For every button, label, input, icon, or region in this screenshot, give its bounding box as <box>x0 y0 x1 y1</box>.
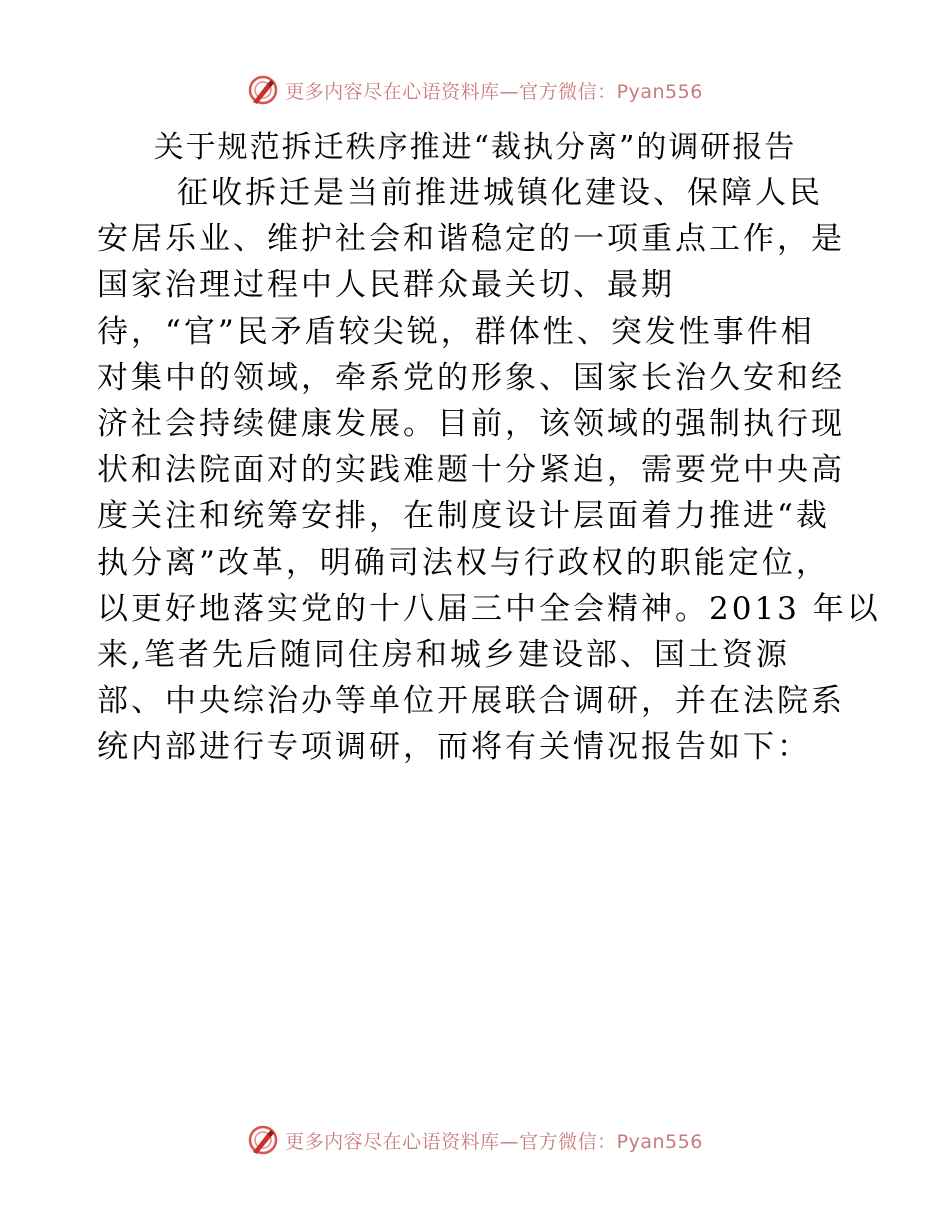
document-body <box>97 170 881 771</box>
paragraph-line: 对集中的领域，牵系党的形象、国家长治久安和经 <box>97 359 845 396</box>
footer-banner-text: 更多内容尽在心语资料库—官方微信：Pyan556 <box>285 1130 703 1153</box>
paragraph-line: 安居乐业、维护社会和谐稳定的一项重点工作，是 <box>97 221 845 258</box>
pen-logo-icon <box>247 1124 279 1156</box>
paragraph-line: 济社会持续健康发展。目前，该领域的强制执行现 <box>97 406 845 443</box>
paragraph-line: 来,笔者先后随同住房和城乡建设部、国土资源 <box>97 637 790 674</box>
paragraph-line: 征收拆迁是当前推进城镇化建设、保障人民 <box>177 175 823 211</box>
footer-banner <box>0 1120 950 1160</box>
paragraph-line: 统内部进行专项调研，而将有关情况报告如下： <box>97 729 811 766</box>
paragraph-line: 部、中央综治办等单位开展联合调研，并在法院系 <box>97 683 845 720</box>
document-title: 关于规范拆迁秩序推进“裁执分离”的调研报告 <box>153 130 797 165</box>
paragraph-line: 度关注和统筹安排，在制度设计层面着力推进“裁 <box>97 498 830 535</box>
pen-logo-icon <box>247 74 279 106</box>
paragraph-line: 以更好地落实党的十八届三中全会精神。2013 年以 <box>97 590 881 627</box>
paragraph-line: 国家治理过程中人民群众最关切、最期 <box>97 267 675 304</box>
paragraph-line: 执分离”改革，明确司法权与行政权的职能定位， <box>97 544 830 581</box>
header-banner-text: 更多内容尽在心语资料库—官方微信：Pyan556 <box>285 80 703 103</box>
paragraph-line: 状和法院面对的实践难题十分紧迫，需要党中央高 <box>97 452 845 489</box>
header-banner <box>0 70 950 110</box>
paragraph-line: 待，“官”民矛盾较尖锐，群体性、突发性事件相 <box>97 313 815 350</box>
